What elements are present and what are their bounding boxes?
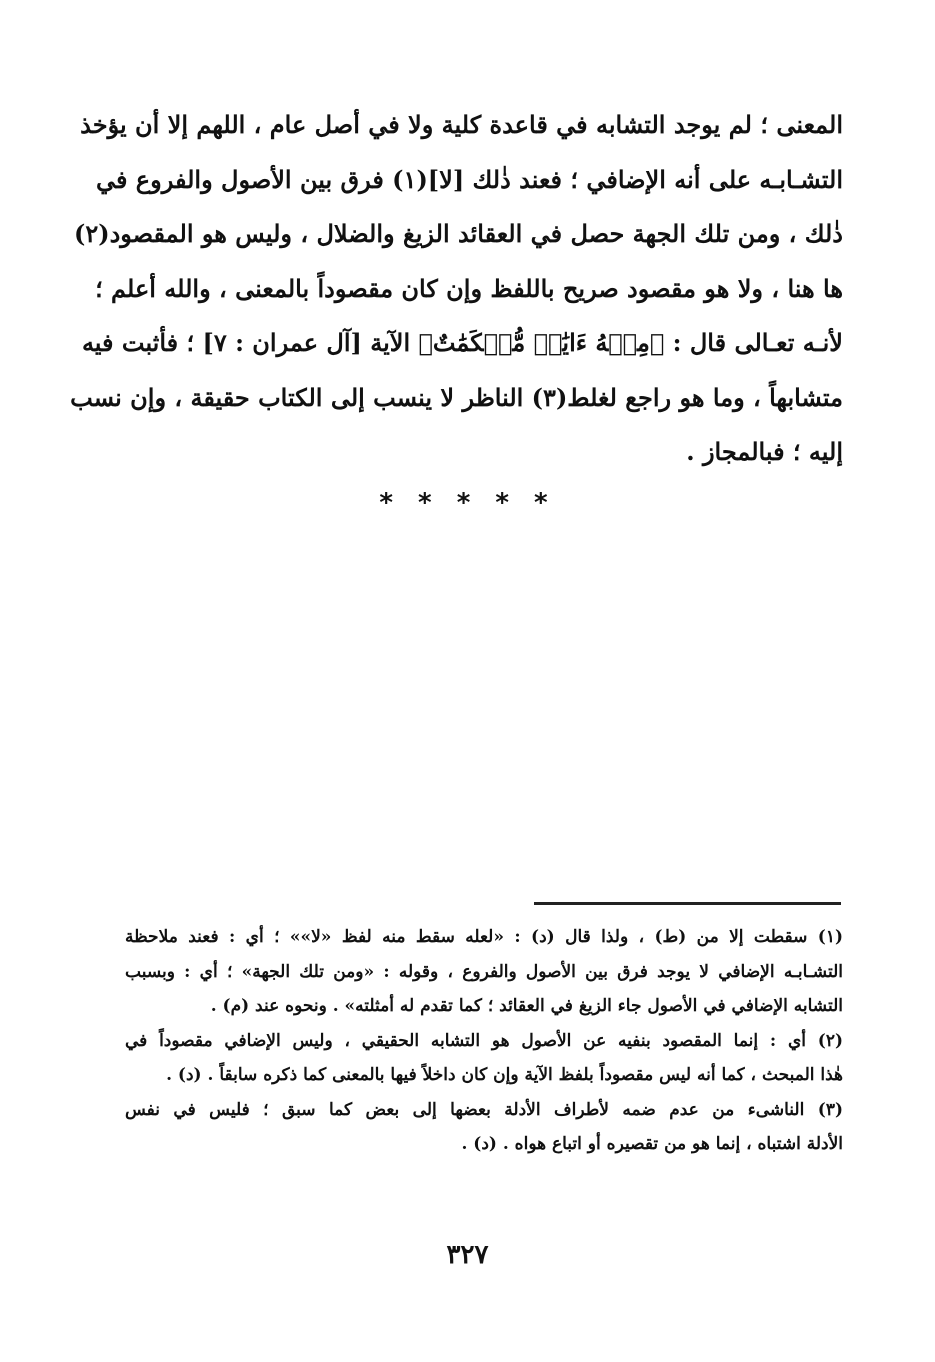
footnote-line: (٢) أي : إنما المقصود بنفيه عن الأصول هو التشابه الحقيقي ، وليس الإضافي مقصوداً في bbox=[125, 1030, 843, 1051]
main-text-line: متشابهاً ، وما هو راجع لغلط(٣) الناظر لا ينسب إلى الكتاب حقيقة ، وإن نسب bbox=[70, 382, 843, 412]
footnote-line: (٣) الناشىء من عدم ضمه لأطراف الأدلة بعضها إلى بعض كما سبق ؛ فليس في نفس bbox=[125, 1099, 843, 1120]
main-text-line: لأنـه تعـالى قال : ﴿مِنۡهُ ءَايَٰتٞ مُّحۡكَمَٰتٌ﴾ الآية [آل عمران : ٧] ؛ فأثبت فيه bbox=[81, 328, 843, 357]
section-separator: * * * * * bbox=[379, 488, 556, 518]
footnote-line: هٰذا المبحث ، كما أنه ليس مقصوداً بلفظ الآية وإن كان داخلاً فيها بالمعنى كما ذكره سابقاً . (د) . bbox=[166, 1065, 843, 1085]
main-text-line: المعنى ؛ لم يوجد التشابه في قاعدة كلية ولا في أصل عام ، اللهم إلا أن يؤخذ bbox=[80, 110, 843, 139]
footnote-line: التشابه الإضافي في الأصول جاء الزيغ في العقائد ؛ كما تقدم له أمثلته» . ونحوه عند (م) . bbox=[210, 996, 843, 1016]
footnotes bbox=[125, 920, 843, 1162]
footnote-divider bbox=[534, 902, 841, 905]
footnote-line: (١) سقطت إلا من (ط) ، ولذا قال (د) : «لعله سقط منه لفظ «لا»» ؛ أي : فعند ملاحظة bbox=[125, 927, 843, 947]
main-text-line: ها هنا ، ولا هو مقصود صريح باللفظ وإن كان مقصوداً بالمعنى ، والله أعلم ؛ bbox=[95, 273, 843, 303]
main-paragraph bbox=[70, 98, 843, 480]
page-number: ٣٢٧ bbox=[446, 1240, 489, 1270]
main-text-line: التشـابـه على أنه الإضافي ؛ فعند ذٰلك [لا](١) فرق بين الأصول والفروع في bbox=[95, 164, 843, 194]
footnote-line: الأدلة اشتباه ، إنما هو من تقصيره أو اتباع هواه . (د) . bbox=[461, 1134, 843, 1154]
footnote-line: التشـابـه الإضافي لا يوجد فرق بين الأصول والفروع ، وقوله : «ومن تلك الجهة» ؛ أي : وبسبب bbox=[125, 961, 843, 982]
main-text-line: إليه ؛ فبالمجاز . bbox=[686, 437, 843, 466]
main-text-line: ذٰلك ، ومن تلك الجهة حصل في العقائد الزيغ والضلال ، وليس هو المقصود(٢) bbox=[73, 219, 843, 248]
